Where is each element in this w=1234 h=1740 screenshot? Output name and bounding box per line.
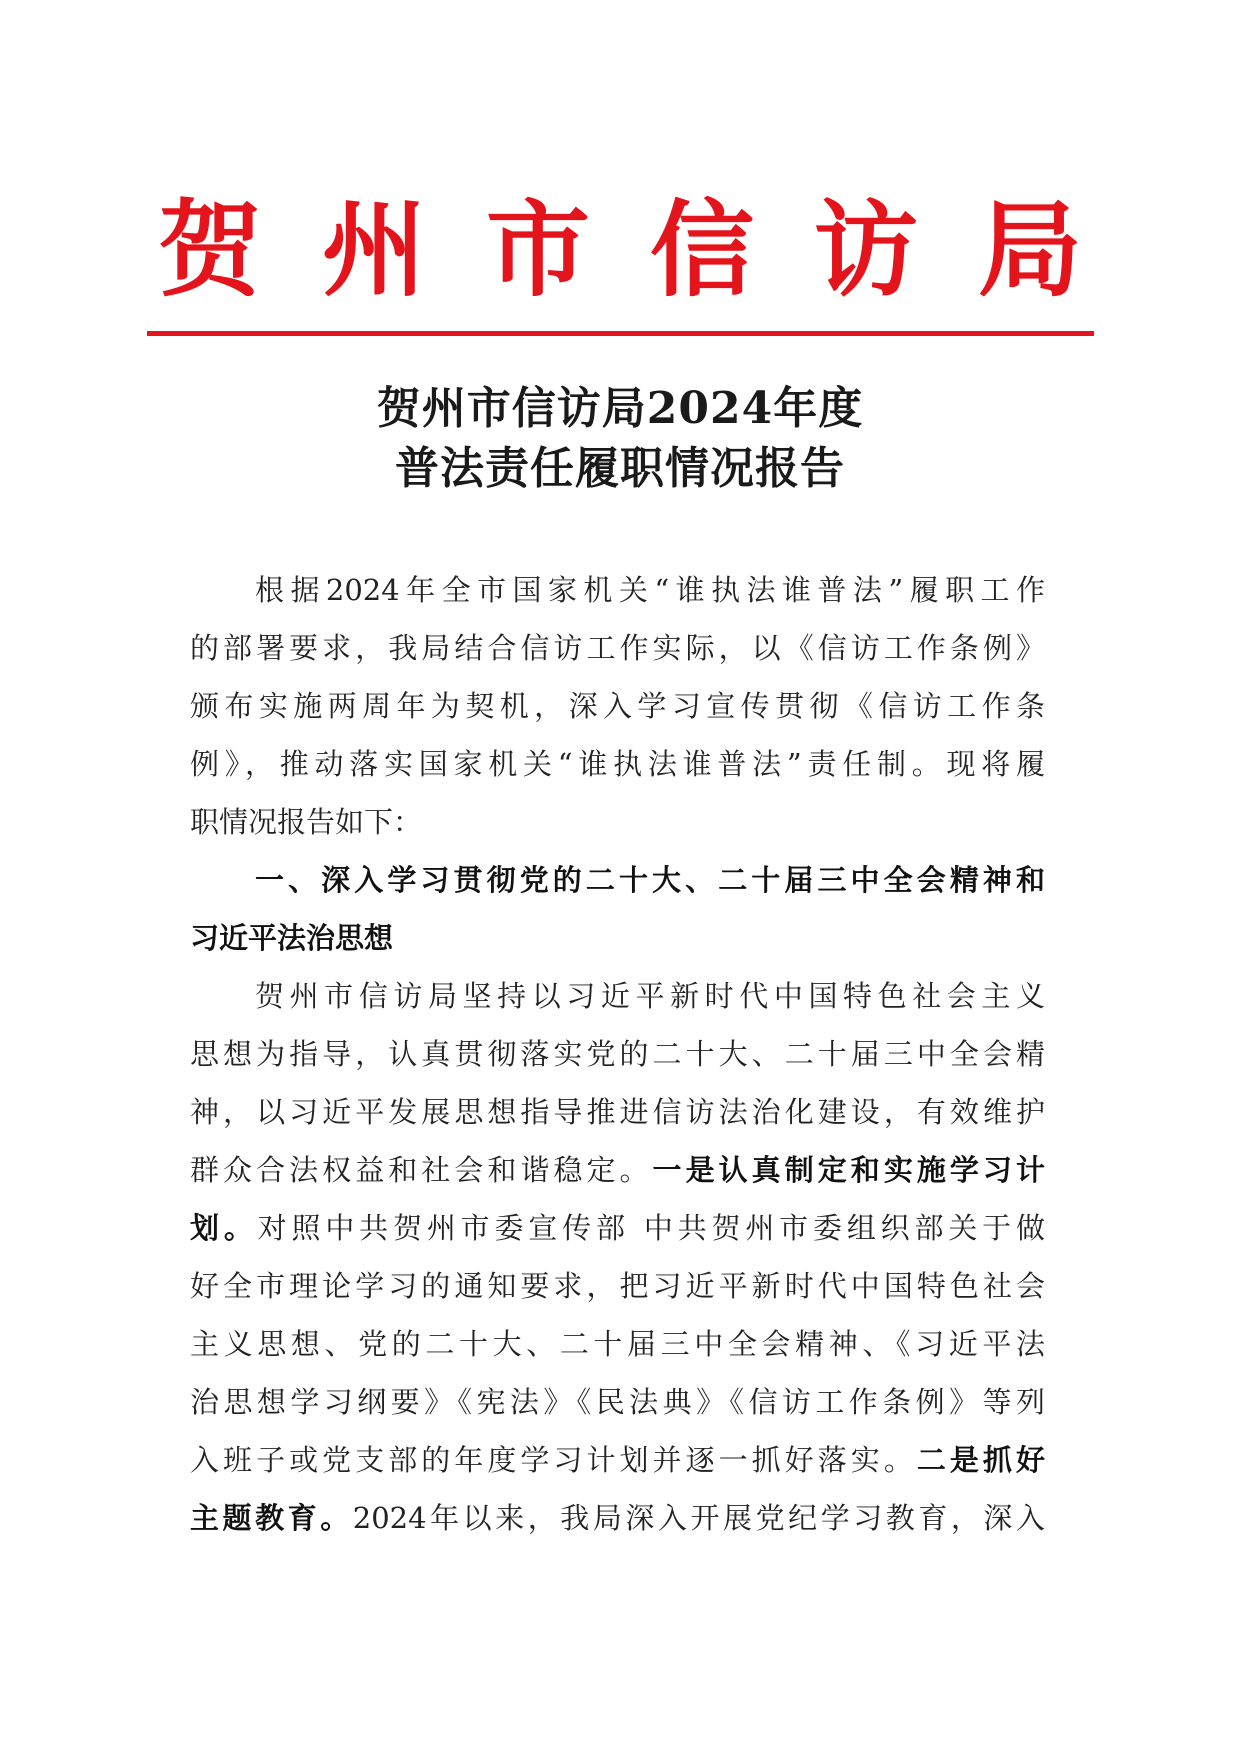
letterhead-char: 州 <box>321 188 426 311</box>
body-text: 对照中共贺州市委宣传部 中共贺州市委组织部关于做 <box>257 1211 1045 1245</box>
letterhead-char: 市 <box>485 188 590 311</box>
body-line: 神，以习近平发展思想指导推进信访法治化建设，有效维护 <box>190 1095 1045 1129</box>
body-line: 治思想学习纲要》《宪法》《民法典》《信访工作条例》等列 <box>190 1385 1045 1419</box>
report-title-line-1: 贺州市信访局2024年度 <box>376 383 864 434</box>
body-line <box>190 1150 1045 1190</box>
body-line: 好全市理论学习的通知要求，把习近平新时代中国特色社会 <box>190 1269 1045 1303</box>
body-line <box>190 1440 1045 1480</box>
letterhead <box>150 190 1090 310</box>
emphasis-point-1: 一是认真制定和实施学习计 <box>652 1153 1045 1187</box>
intro-line: 颁布实施两周年为契机，深入学习宣传贯彻《信访工作条 <box>190 689 1045 723</box>
section-heading-line: 一、深入学习贯彻党的二十大、二十届三中全会精神和 <box>255 863 1045 897</box>
emphasis-point-1-end: 划。 <box>190 1211 258 1245</box>
intro-line: 的部署要求，我局结合信访工作实际，以《信访工作条例》 <box>190 631 1045 665</box>
letterhead-divider <box>147 331 1094 336</box>
letterhead-char: 局 <box>977 188 1082 311</box>
body-line <box>190 1498 1045 1538</box>
section-heading-line: 习近平法治思想 <box>190 921 394 955</box>
letterhead-char: 信 <box>649 188 754 311</box>
intro-line: 例》，推动落实国家机关“谁执法谁普法”责任制。现将履 <box>190 747 1045 781</box>
body-text: 群众合法权益和社会和谐稳定。 <box>190 1153 653 1187</box>
body-line: 思想为指导，认真贯彻落实党的二十大、二十届三中全会精 <box>190 1037 1045 1071</box>
report-title-line-2: 普法责任履职情况报告 <box>395 443 845 494</box>
body-text: 入班子或党支部的年度学习计划并逐一抓好落实。 <box>190 1443 917 1477</box>
body-text: 2024年以来，我局深入开展党纪学习教育，深入 <box>352 1501 1045 1535</box>
letterhead-char: 访 <box>813 188 918 311</box>
emphasis-point-2: 二是抓好 <box>916 1443 1045 1477</box>
body-line <box>190 1208 1045 1248</box>
letterhead-char: 贺 <box>157 188 262 311</box>
intro-line: 根据2024年全市国家机关“谁执法谁普法”履职工作 <box>255 573 1045 607</box>
body-line: 主义思想、党的二十大、二十届三中全会精神、《习近平法 <box>190 1327 1045 1361</box>
body-line: 贺州市信访局坚持以习近平新时代中国特色社会主义 <box>255 979 1045 1013</box>
intro-line: 职情况报告如下： <box>190 805 423 839</box>
emphasis-point-2-end: 主题教育。 <box>190 1501 353 1535</box>
